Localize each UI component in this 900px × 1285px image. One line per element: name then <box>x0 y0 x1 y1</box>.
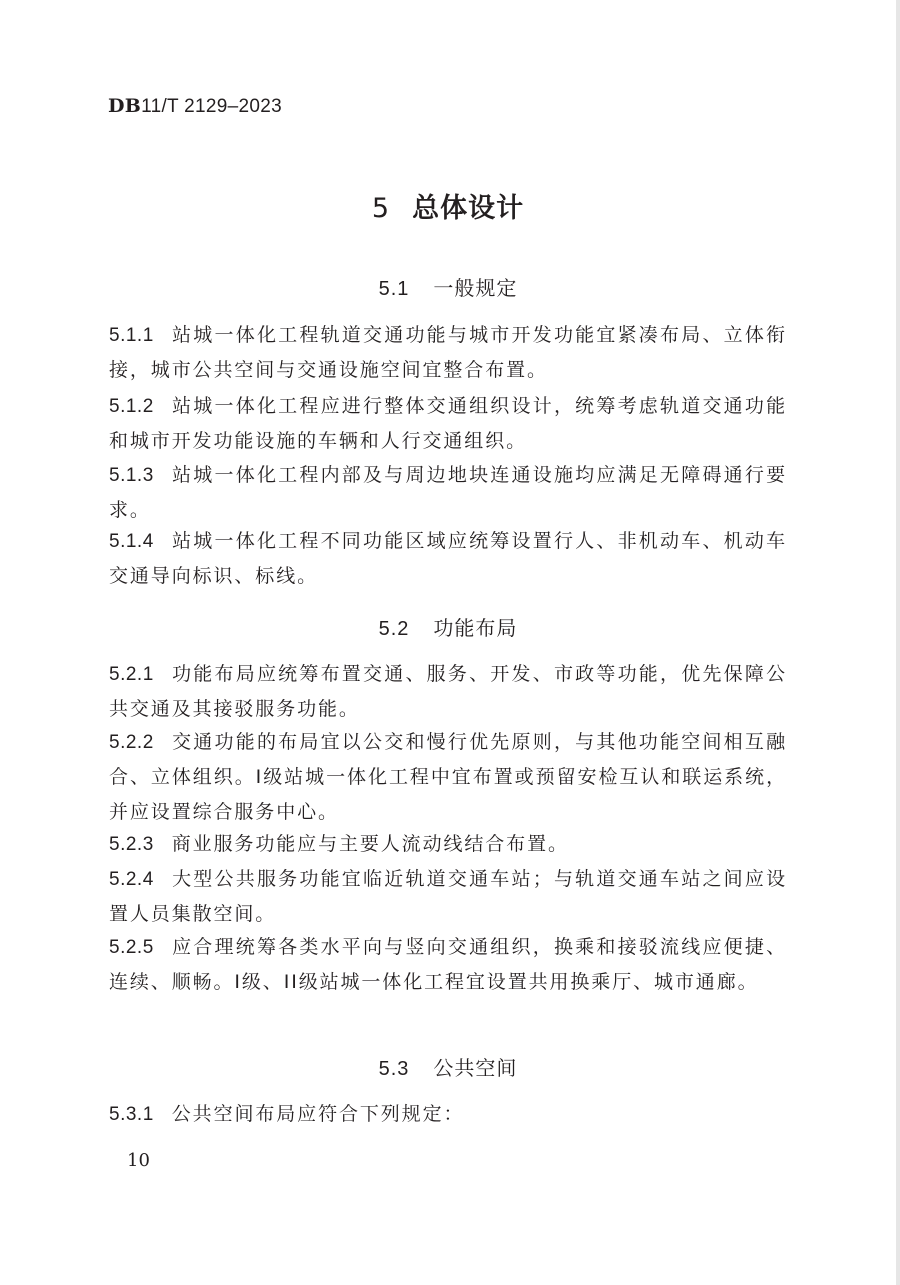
page-number: 10 <box>127 1150 150 1171</box>
clause-number: 5.1.1 <box>109 325 154 346</box>
chapter-number: 5 <box>371 193 391 224</box>
clause <box>109 1097 787 1132</box>
clause-text: 大型公共服务功能宜临近轨道交通车站；与轨道交通车站之间应设置人员集散空间。 <box>109 868 787 925</box>
chapter-heading <box>0 186 896 225</box>
clause <box>109 524 787 594</box>
clause-number: 5.2.2 <box>109 732 154 753</box>
clause-text: 商业服务功能应与主要人流动线结合布置。 <box>171 833 569 855</box>
clause-number: 5.2.1 <box>109 664 154 685</box>
section-heading <box>0 612 896 641</box>
clause <box>109 657 787 727</box>
clause-text: 应合理统筹各类水平向与竖向交通组织，换乘和接驳流线应便捷、连续、顺畅。I级、II级站城一体化工程宜设置共用换乘厅、城市通廊。 <box>109 936 787 993</box>
chapter-title: 总体设计 <box>412 193 525 224</box>
clause <box>109 725 787 830</box>
clause-text: 站城一体化工程轨道交通功能与城市开发功能宜紧凑布局、立体衔接，城市公共空间与交通设施空间宜整合布置。 <box>109 324 787 381</box>
clause <box>109 458 787 528</box>
clause <box>109 318 787 388</box>
section-number: 5.1 <box>378 278 410 300</box>
clause-text: 站城一体化工程应进行整体交通组织设计，统筹考虑轨道交通功能和城市开发功能设施的车辆和人行交通组织。 <box>109 395 787 452</box>
clause-text: 站城一体化工程内部及与周边地块连通设施均应满足无障碍通行要求。 <box>109 464 787 521</box>
section-title: 一般规定 <box>433 276 518 300</box>
clause-text: 站城一体化工程不同功能区域应统筹设置行人、非机动车、机动车交通导向标识、标线。 <box>109 530 787 587</box>
clause-number: 5.2.3 <box>109 834 154 855</box>
section-title: 功能布局 <box>433 616 518 640</box>
clause <box>109 827 787 862</box>
clause <box>109 930 787 1000</box>
clause-number: 5.2.4 <box>109 869 154 890</box>
clause <box>109 389 787 459</box>
clause-text: 功能布局应统筹布置交通、服务、开发、市政等功能，优先保障公共交通及其接驳服务功能。 <box>109 663 787 720</box>
clause-text: 交通功能的布局宜以公交和慢行优先原则，与其他功能空间相互融合、立体组织。I级站城一体化工程中宜布置或预留安检互认和联运系统，并应设置综合服务中心。 <box>109 731 787 823</box>
section-number: 5.3 <box>378 1058 410 1080</box>
clause-number: 5.1.3 <box>109 465 154 486</box>
standard-code-number: 11/T 2129–2023 <box>141 96 282 117</box>
clause-number: 5.2.5 <box>109 937 154 958</box>
section-heading <box>0 1052 896 1081</box>
clause <box>109 862 787 932</box>
standard-code <box>108 95 282 118</box>
clause-text: 公共空间布局应符合下列规定： <box>171 1103 465 1125</box>
clause-number: 5.1.4 <box>109 531 154 552</box>
section-title: 公共空间 <box>433 1056 518 1080</box>
page-edge-shadow <box>896 0 900 1285</box>
standard-code-prefix: DB <box>108 95 142 117</box>
section-heading <box>0 272 896 301</box>
clause-number: 5.3.1 <box>109 1104 154 1125</box>
clause-number: 5.1.2 <box>109 396 154 417</box>
section-number: 5.2 <box>378 618 410 640</box>
